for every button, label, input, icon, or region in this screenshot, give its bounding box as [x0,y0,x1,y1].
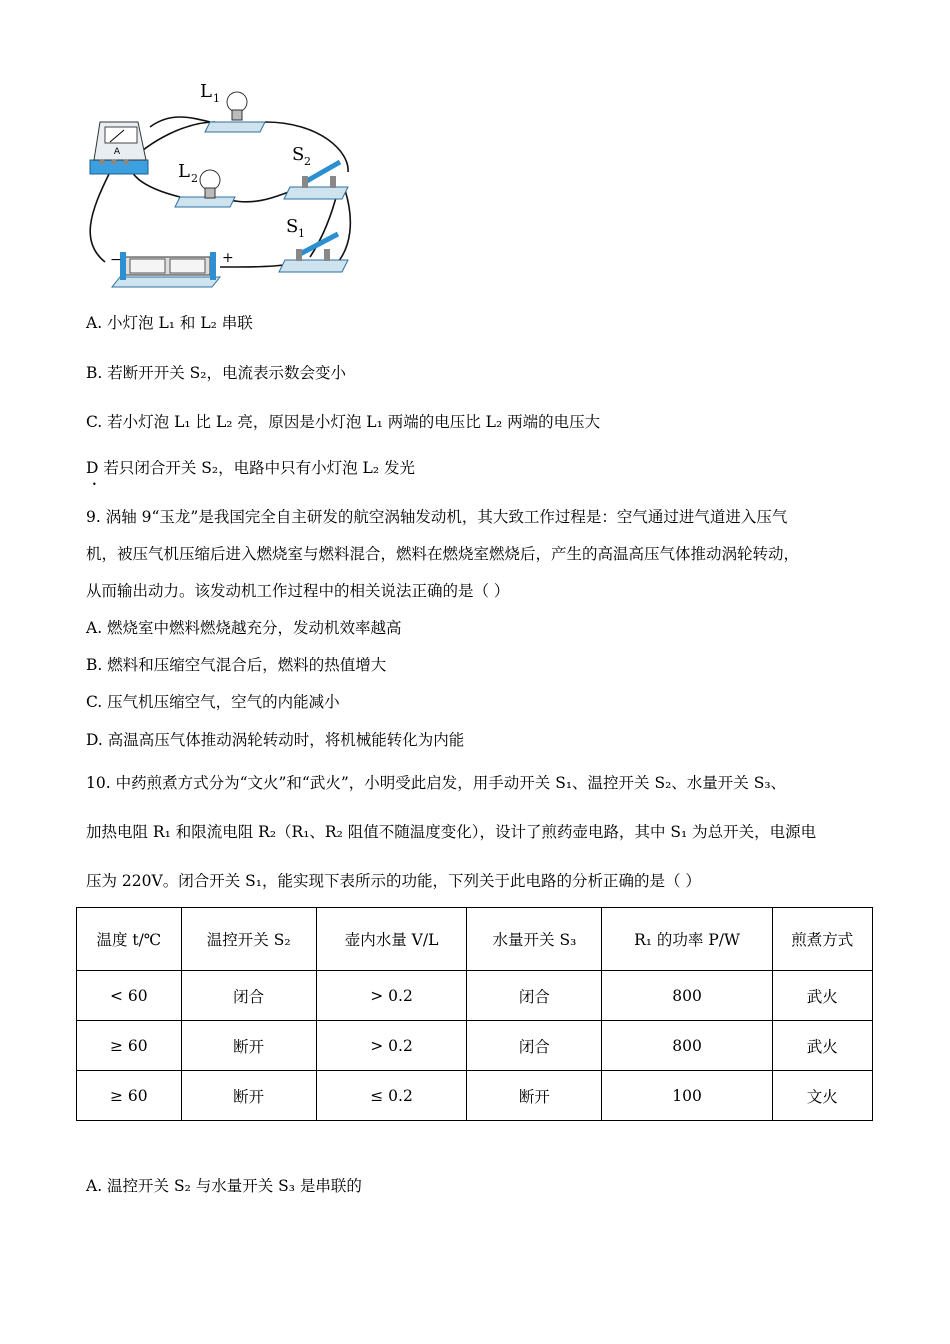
label-l2: L [178,161,190,182]
table-cell: ≥ 60 [77,1071,182,1121]
table-cell: 武火 [772,971,872,1021]
q9-stem-line2: 机，被压气机压缩后进入燃烧室与燃料混合，燃料在燃烧室燃烧后，产生的高温高压气体推动涡轮转动， [86,545,800,563]
table-cell: 闭合 [467,971,602,1021]
switch-s2-icon [284,162,348,199]
label-s1: S [286,216,299,237]
table-cell: 100 [602,1071,772,1121]
table-cell: 闭合 [467,1021,602,1071]
table-cell: 断开 [181,1071,316,1121]
table-header-cell: 壶内水量 V/L [316,908,467,971]
table-cell: 文火 [772,1071,872,1121]
table-cell: < 60 [77,971,182,1021]
table-cell: > 0.2 [316,971,467,1021]
label-l1: L [200,81,212,102]
q9-option-a: A. 燃烧室中燃料燃烧越充分，发动机效率越高 [86,619,402,637]
table-cell: 闭合 [181,971,316,1021]
table-row [77,1021,873,1071]
circuit-diagram [80,72,370,297]
q10-table [76,907,873,1121]
table-cell: 武火 [772,1021,872,1071]
q10-stem-line1: 10. 中药煎煮方式分为“文火”和“武火”，小明受此启发，用手动开关 S₁、温控开关 S₂、水量开关 S₃、 [86,774,787,792]
label-plus: + [222,250,234,266]
q8-option-d: D 若只闭合开关 S₂，电路中只有小灯泡 L₂ 发光 [86,459,415,477]
label-minus: − [110,252,122,268]
table-cell: 800 [602,971,772,1021]
label-s2-sub: 2 [304,155,311,168]
table-header-cell: 煎煮方式 [772,908,872,971]
dot-mark: • [92,480,97,489]
table-header-cell: 温控开关 S₂ [181,908,316,971]
table-cell: 断开 [467,1071,602,1121]
table-cell: ≤ 0.2 [316,1071,467,1121]
q10-stem-line3: 压为 220V。闭合开关 S₁，能实现下表所示的功能，下列关于此电路的分析正确的是（ ） [86,872,701,890]
q10-option-a: A. 温控开关 S₂ 与水量开关 S₃ 是串联的 [86,1177,362,1195]
table-row [77,971,873,1021]
table-cell: 断开 [181,1021,316,1071]
ammeter-label: A [113,147,121,157]
q9-stem-line3: 从而输出动力。该发动机工作过程中的相关说法正确的是（ ） [86,582,510,600]
ammeter-icon [90,122,148,174]
q9-option-d: D. 高温高压气体推动涡轮转动时，将机械能转化为内能 [86,731,465,749]
q9-option-c: C. 压气机压缩空气，空气的内能减小 [86,693,340,711]
table-cell: 800 [602,1021,772,1071]
table-cell: ≥ 60 [77,1021,182,1071]
q8-option-b: B. 若断开开关 S₂，电流表示数会变小 [86,364,347,382]
battery-icon [112,252,220,287]
label-l1-sub: 1 [213,92,220,105]
label-l2-sub: 2 [191,172,198,185]
table-cell: > 0.2 [316,1021,467,1071]
q9-option-b: B. 燃料和压缩空气混合后，燃料的热值增大 [86,656,387,674]
table-header-row [77,908,873,971]
q8-option-c: C. 若小灯泡 L₁ 比 L₂ 亮，原因是小灯泡 L₁ 两端的电压比 L₂ 两端的电压大 [86,413,601,431]
table-header-cell: 温度 t/℃ [77,908,182,971]
table-row [77,1071,873,1121]
label-s2: S [292,144,305,165]
table-header-cell: 水量开关 S₃ [467,908,602,971]
q10-stem-line2: 加热电阻 R₁ 和限流电阻 R₂（R₁、R₂ 阻值不随温度变化），设计了煎药壶电路，其中 S₁ 为总开关，电源电 [86,823,817,841]
q9-stem-line1: 9. 涡轴 9“玉龙”是我国完全自主研发的航空涡轴发动机，其大致工作过程是：空气通过进气道进入压气 [86,508,788,526]
table-header-cell: R₁ 的功率 P/W [602,908,772,971]
q8-option-a: A. 小灯泡 L₁ 和 L₂ 串联 [86,314,253,332]
label-s1-sub: 1 [298,227,305,240]
